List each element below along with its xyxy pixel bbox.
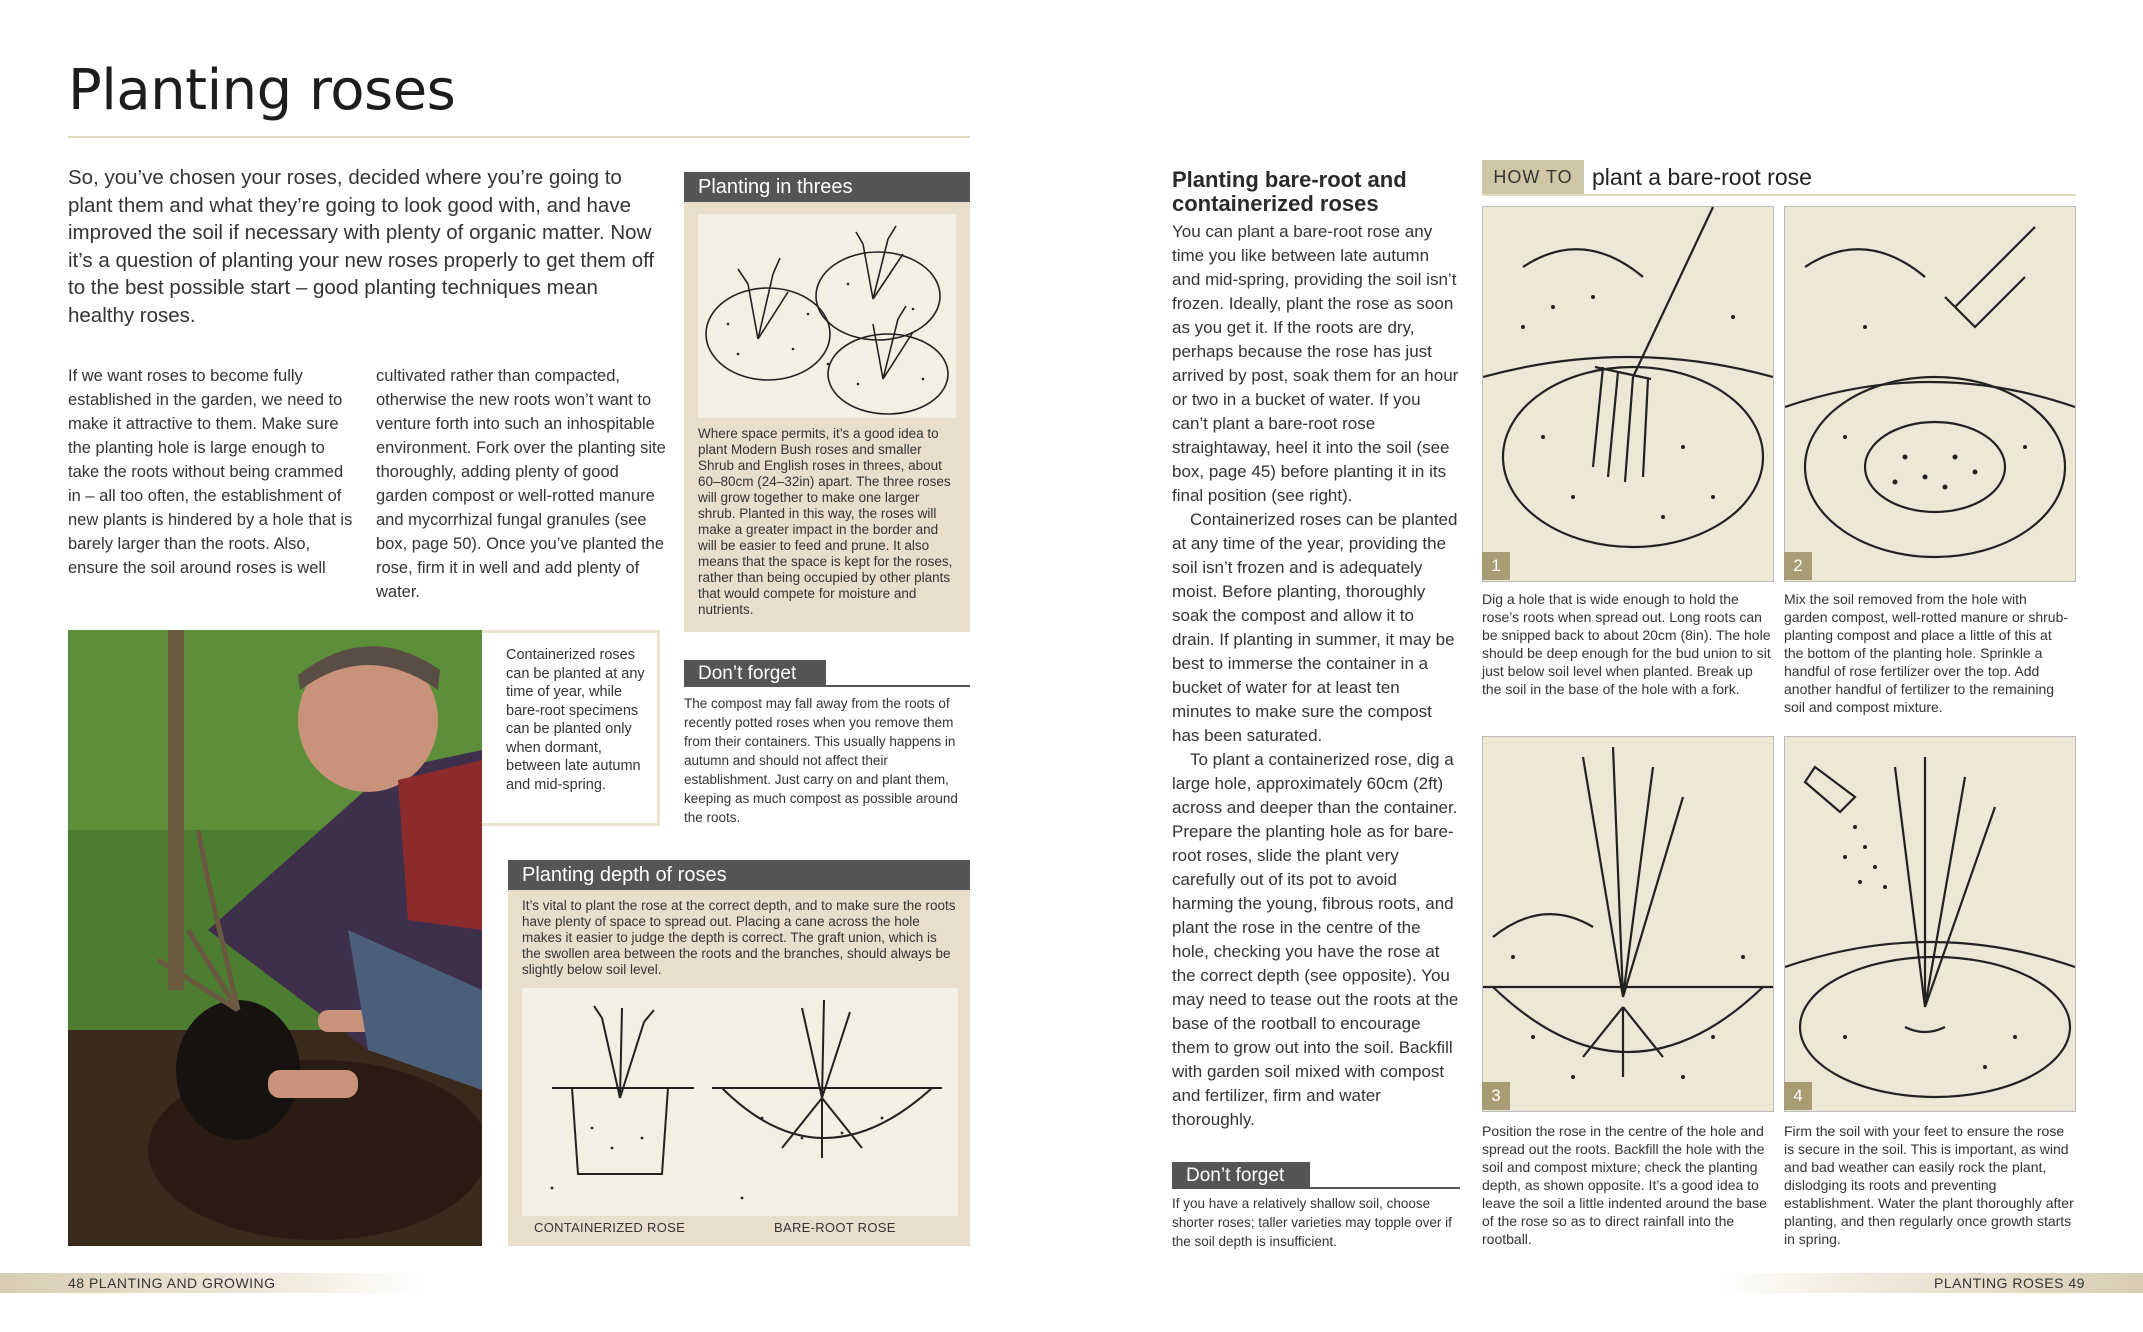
footer-section-left: PLANTING AND GROWING bbox=[88, 1275, 276, 1291]
step-4-caption: Firm the soil with your feet to ensure the rose is secure in the soil. This is important, as wind and bad weather can easily rock the plant, dislodging its roots and preventing establishment. Water the plant thoroughly after planting, and then regularly once growth starts in spring. bbox=[1784, 1123, 2074, 1247]
page-number-right: 49 bbox=[2068, 1275, 2085, 1291]
threes-box-text: Where space permits, it’s a good idea to plant Modern Bush roses and smaller Shrub and English roses in threes, about 60–80cm (24–32in) apart. The three roses will grow together to make one larger shrub. Planted in this way, the roses will make a greater impact in the border and will be easier to feed and prune. It also means that the space is kept for the roses, rather than being occupied by other plants that would compete for moisture and nutrients. bbox=[698, 426, 953, 617]
intro-paragraph: So, you’ve chosen your roses, decided where you’re going to plant them and what they’re going to look good with, and have improved the soil if necessary with plenty of organic matter. Now it’s a question of planting your new roses properly to get them off to the best possible start – good planting techniques mean healthy roses. bbox=[68, 166, 655, 327]
body-column-1: If we want roses to become fully established in the garden, we need to make it attractive to them. Make sure the planting hole is large enough to take the roots without being crammed in – all too often, the establishment of new plants is hindered by a hole that is barely larger than the roots. Also, ensure the soil around roses is well bbox=[68, 367, 353, 577]
compost-in-hole-drawing bbox=[1785, 207, 2075, 581]
page-number-left: 48 bbox=[68, 1275, 85, 1291]
threes-illustration bbox=[698, 214, 956, 418]
page-title: Planting roses bbox=[68, 58, 456, 123]
dont-forget-rule-1 bbox=[826, 685, 970, 687]
label-containerized-rose: CONTAINERIZED ROSE bbox=[534, 1220, 686, 1235]
step-2-number: 2 bbox=[1784, 552, 1812, 580]
threes-box-heading: Planting in threes bbox=[684, 172, 970, 202]
rose-in-hole-drawing bbox=[1483, 737, 1773, 1111]
right-body-para-3: To plant a containerized rose, dig a large hole, approximately 60cm (2ft) across and deeper than the container. Prepare the planting hole as for bare-root roses, slide the plant very carefully out of its pot to avoid harming the young, fibrous roots, and plant the rose in the centre of the hole, checking you have the rose at the correct depth (see opposite). You may need to tease out the roots at the base of the rootball to encourage them to grow out into the soil. Backfill with garden soil mixed with compost and fertilizer, firm and water thoroughly. bbox=[1172, 750, 1459, 1129]
dont-forget-text-1: The compost may fall away from the roots of recently potted roses when you remove them from their containers. This usually happens in autumn and should not affect their establishment. Just carry on and plant them, keeping as much compost as possible around the roots. bbox=[684, 696, 958, 825]
depth-drawing bbox=[522, 988, 958, 1216]
depth-box-text: It’s vital to plant the rose at the correct depth, and to make sure the roots have plenty of space to spread out. Placing a cane across the hole makes it easier to judge the depth is correct. The graft union, which is the swollen area between the roots and the branches, should always be slightly below soil level. bbox=[522, 898, 956, 977]
label-bare-root-rose: BARE-ROOT ROSE bbox=[774, 1220, 896, 1235]
footer-left bbox=[68, 1273, 276, 1293]
right-body-column bbox=[1172, 220, 1460, 1132]
watering-rose-drawing bbox=[1785, 737, 2075, 1111]
three-roses-drawing bbox=[698, 214, 956, 418]
step-1-caption: Dig a hole that is wide enough to hold the rose’s roots when spread out. Long roots can be snipped back to about 20cm (8in). The hole should be deep enough for the bud union to sit just below soil level when planted. Break up the soil in the base of the hole with a fork. bbox=[1482, 591, 1771, 697]
dont-forget-heading-2: Don’t forget bbox=[1172, 1162, 1310, 1189]
step-2-illustration bbox=[1784, 206, 2076, 582]
dont-forget-text-2: If you have a relatively shallow soil, choose shorter roses; taller varieties may topple over if the soil depth is insufficient. bbox=[1172, 1196, 1452, 1249]
howto-rule bbox=[1482, 194, 2076, 196]
step-3-illustration bbox=[1482, 736, 1774, 1112]
right-body-para-1: You can plant a bare-root rose any time you like between late autumn and mid-spring, providing the soil isn’t frozen. Ideally, plant the rose as soon as you get it. If the roots are dry, perhaps because the rose has just arrived by post, soak them for an hour or two in a bucket of water. If you can’t plant a bare-root rose straightaway, heel it into the soil (see box, page 45) before planting it in its final position (see right). bbox=[1172, 222, 1459, 505]
gardener-planting-photo bbox=[68, 630, 482, 1246]
step-4-illustration bbox=[1784, 736, 2076, 1112]
footer-right bbox=[1934, 1273, 2085, 1293]
right-subheading: Planting bare-root and containerized roses bbox=[1172, 167, 1407, 216]
dont-forget-heading-1: Don’t forget bbox=[684, 660, 826, 687]
title-rule bbox=[68, 136, 970, 138]
step-3-caption: Position the rose in the centre of the hole and spread out the roots. Backfill the hole with the soil and compost mixture; check the planting depth, as shown opposite. It’s a good idea to leave the soil a little indented around the base of the rose so as to direct rainfall into the rootball. bbox=[1482, 1123, 1767, 1247]
fork-in-hole-drawing bbox=[1483, 207, 1773, 581]
step-1-illustration bbox=[1482, 206, 1774, 582]
photo-drawing bbox=[68, 630, 482, 1246]
right-body-para-2: Containerized roses can be planted at any time of the year, providing the soil isn’t frozen and is adequately moist. Before planting, thoroughly soak the compost and allow it to drain. If planting in summer, it may be best to immerse the container in a bucket of water for at least ten minutes to make sure the compost has been saturated. bbox=[1172, 510, 1458, 745]
howto-tag: HOW TO bbox=[1482, 160, 1584, 194]
step-2-caption: Mix the soil removed from the hole with garden compost, well-rotted manure or shrub-planting compost and place a little of this at the bottom of the planting hole. Sprinkle a handful of rose fertilizer over the top. Add another handful of fertilizer to the remaining soil and compost mixture. bbox=[1784, 591, 2069, 715]
dont-forget-rule-2 bbox=[1310, 1187, 1460, 1189]
photo-caption: Containerized roses can be planted at any time of year, while bare-root specimens can be planted only when dormant, between late autumn and mid-spring. bbox=[506, 647, 645, 793]
footer-section-right: PLANTING ROSES bbox=[1934, 1275, 2064, 1291]
step-3-number: 3 bbox=[1482, 1082, 1510, 1110]
howto-title: plant a bare-root rose bbox=[1592, 164, 1812, 190]
step-4-number: 4 bbox=[1784, 1082, 1812, 1110]
step-1-number: 1 bbox=[1482, 552, 1510, 580]
body-column-2: cultivated rather than compacted, otherwise the new roots won’t want to venture forth into such an inhospitable environment. Fork over the planting site thoroughly, adding plenty of good garden compost or well-rotted manure and mycorrhizal fungal granules (see box, page 50). Once you’ve planted the rose, firm it in well and add plenty of water. bbox=[376, 367, 666, 601]
depth-illustration bbox=[522, 988, 958, 1216]
depth-box-heading: Planting depth of roses bbox=[508, 860, 970, 890]
